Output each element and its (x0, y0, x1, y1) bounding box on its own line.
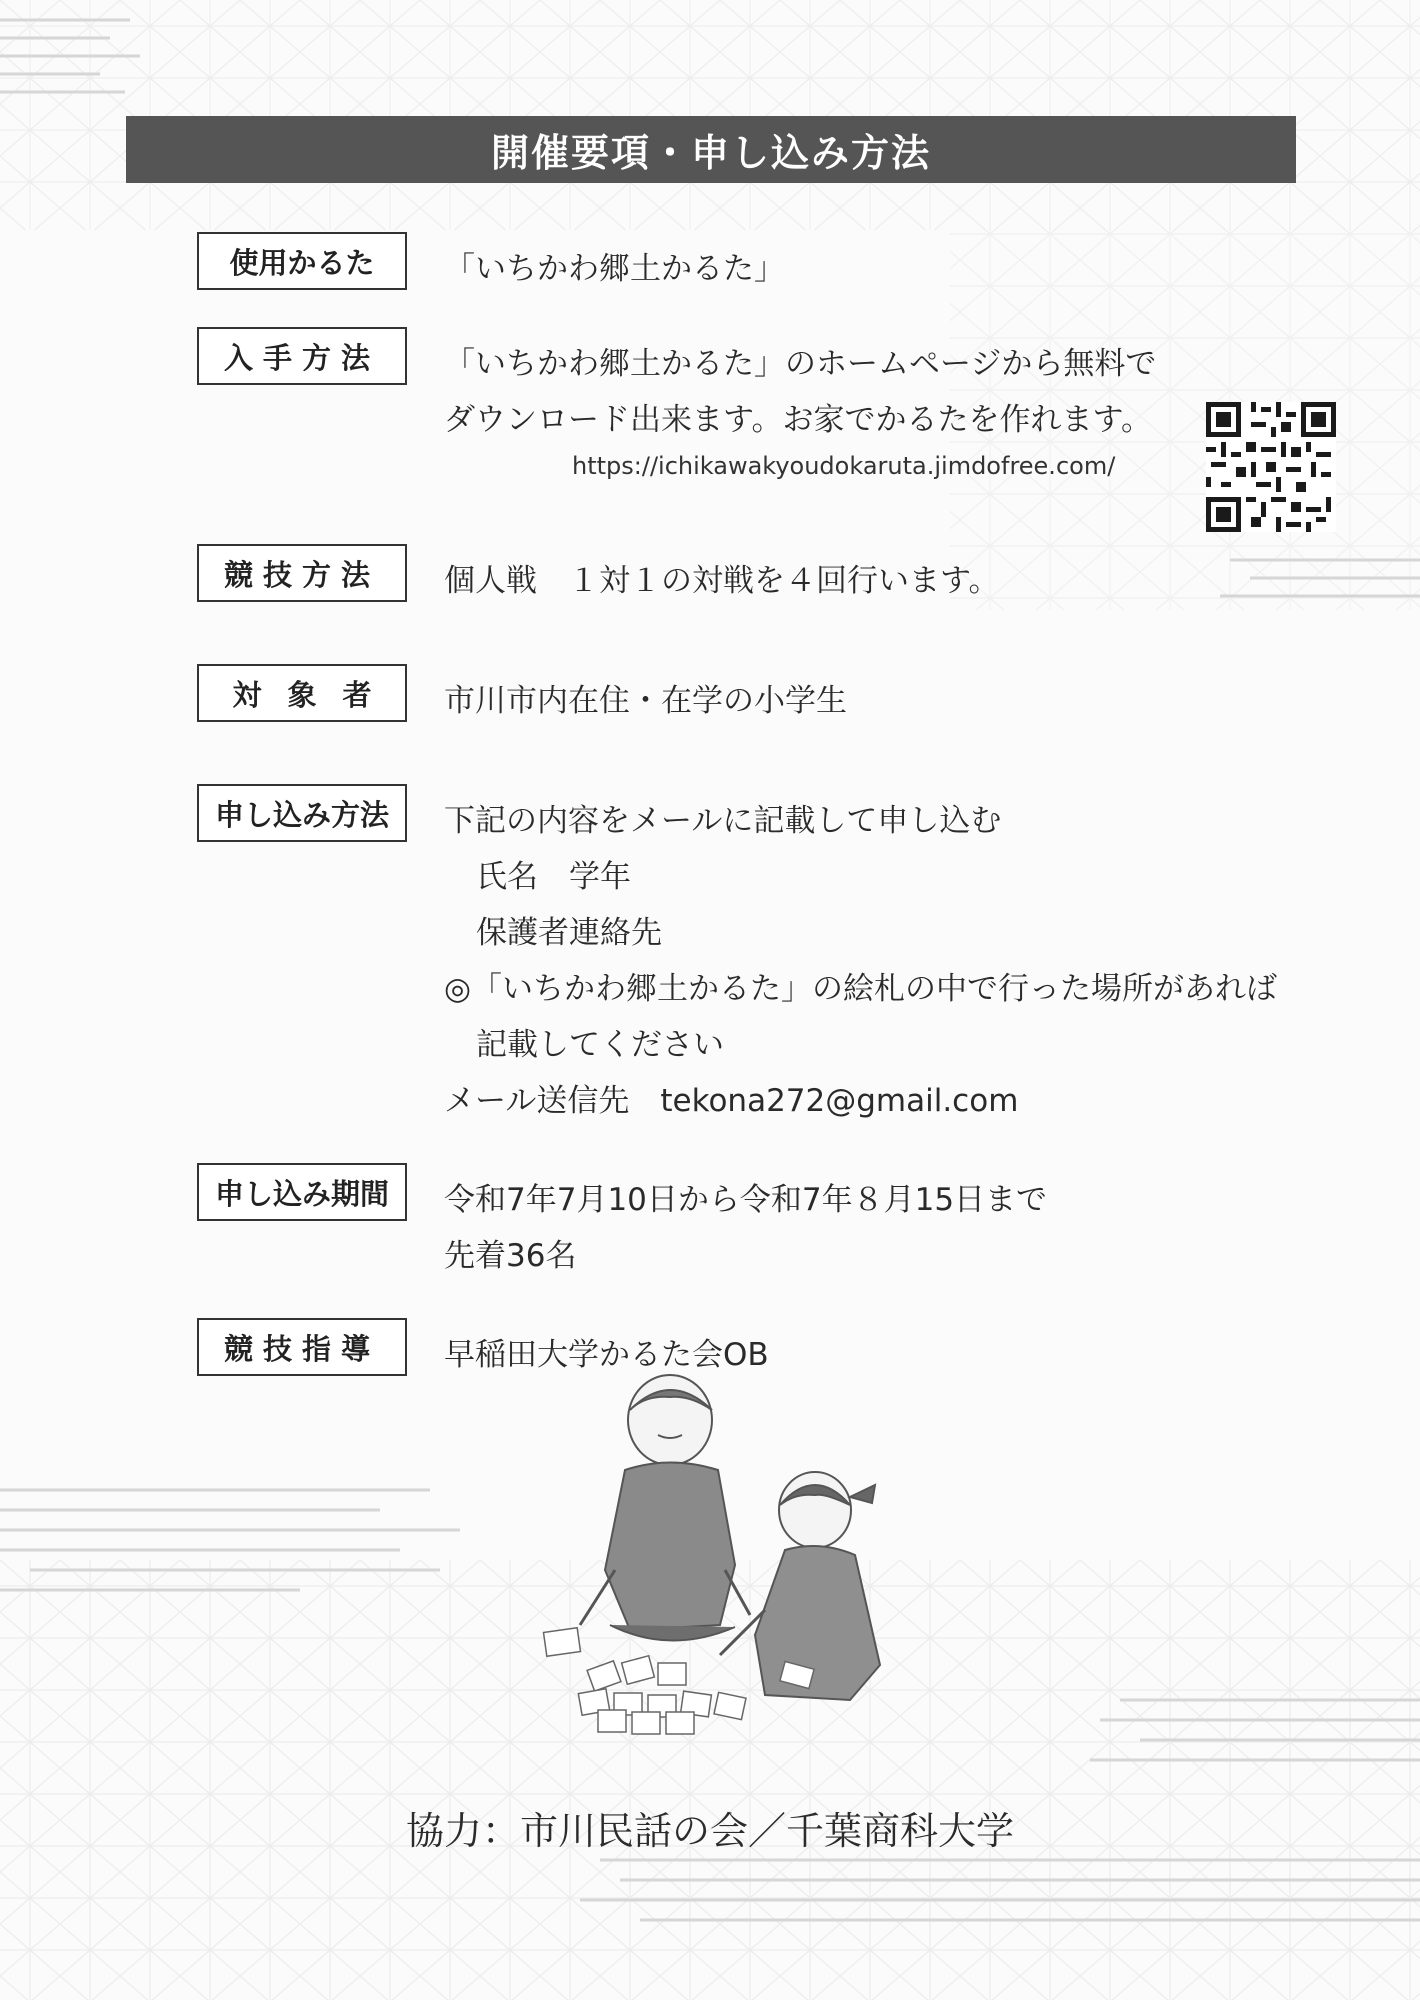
value-coaching: 早稲田大学かるた会OB (444, 1337, 769, 1373)
value-apply-line4: ◎「いちかわ郷土かるた」の絵札の中で行った場所があれば (444, 971, 1278, 1007)
value-apply-email[interactable]: メール送信先 tekona272@gmail.com (444, 1083, 1019, 1119)
label-period: 申し込み期間 (197, 1163, 407, 1221)
label-eligibility: 対象者 (197, 664, 407, 722)
children-playing-karuta-illustration (520, 1365, 940, 1735)
value-apply-line1: 下記の内容をメールに記載して申し込む (444, 803, 1002, 839)
label-apply: 申し込み方法 (197, 784, 407, 842)
homepage-url-link[interactable]: https://ichikawakyoudokaruta.jimdofree.com/ (572, 452, 1116, 480)
footer-cooperation: 協力：市川民話の会／千葉商科大学 (405, 1809, 1014, 1853)
label-format: 競技方法 (197, 544, 407, 602)
label-obtain: 入手方法 (197, 327, 407, 385)
label-coaching: 競技指導 (197, 1318, 407, 1376)
qr-code-icon[interactable] (1206, 402, 1336, 532)
value-format: 個人戦 １対１の対戦を４回行います。 (444, 563, 1000, 599)
value-apply-line5: 記載してください (476, 1027, 724, 1063)
value-karuta: 「いちかわ郷土かるた」 (444, 251, 785, 287)
page-header-title: 開催要項・申し込み方法 (126, 116, 1296, 183)
value-obtain-line2: ダウンロード出来ます。お家でかるたを作れます。 (444, 402, 1153, 438)
value-period-line2: 先着36名 (444, 1238, 577, 1274)
value-obtain-line1: 「いちかわ郷土かるた」のホームページから無料で (444, 346, 1157, 382)
value-apply-line2: 氏名 学年 (476, 859, 631, 895)
value-apply-line3: 保護者連絡先 (476, 915, 662, 951)
label-karuta: 使用かるた (197, 232, 407, 290)
value-period-line1: 令和7年7月10日から令和7年８月15日まで (444, 1182, 1048, 1218)
value-eligibility: 市川市内在住・在学の小学生 (444, 683, 847, 719)
